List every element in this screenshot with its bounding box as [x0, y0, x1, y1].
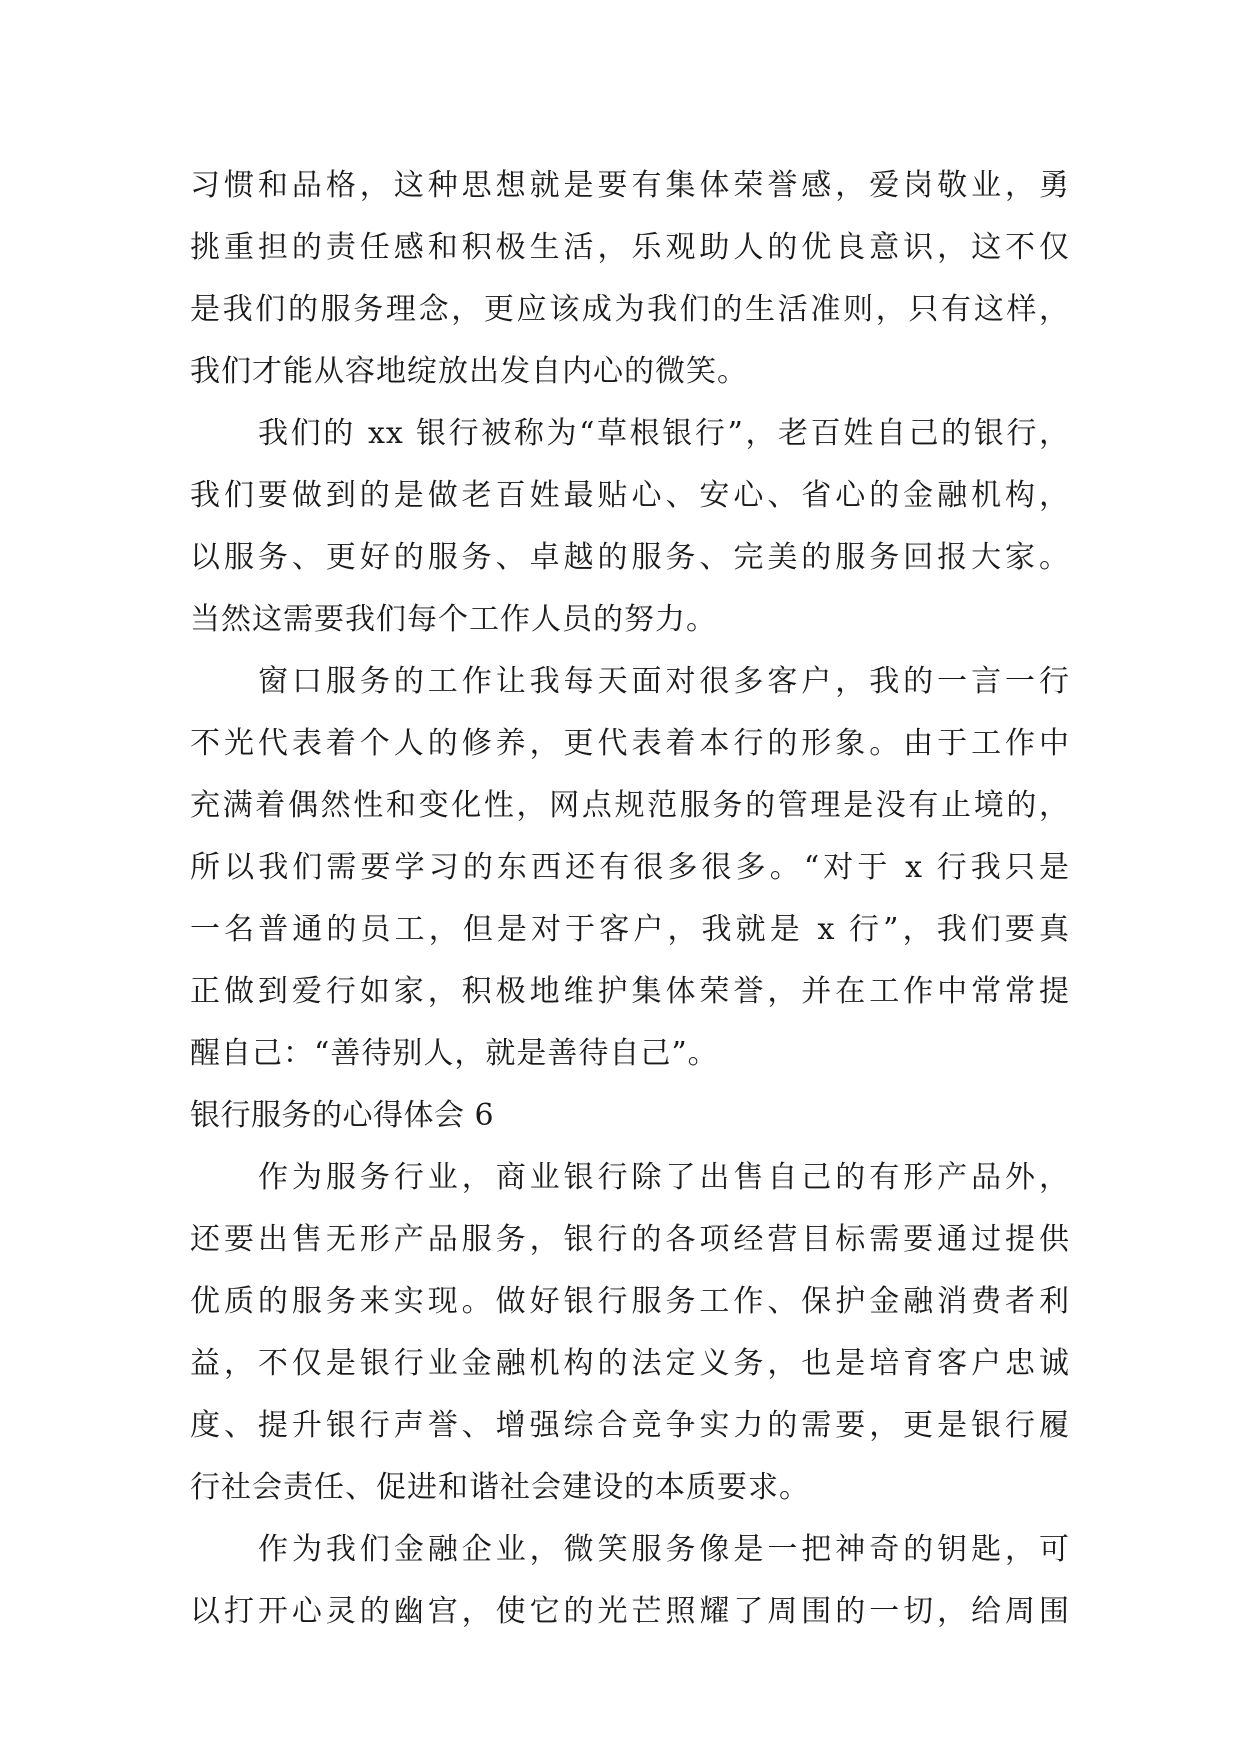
- text-line: 我们要做到的是做老百姓最贴心、安心、省心的金融机构，: [190, 478, 1070, 513]
- paragraph: [190, 651, 1070, 1085]
- text-line: 我们才能从容地绽放出发自内心的微笑。: [190, 354, 748, 389]
- text-line: 行社会责任、促进和谐社会建设的本质要求。: [190, 1470, 810, 1505]
- text-line: 益，不仅是银行业金融机构的法定义务，也是培育客户忠诚: [190, 1346, 1070, 1381]
- paragraph: [190, 1519, 1070, 1643]
- paragraph: [190, 1147, 1070, 1519]
- text-line: 充满着偶然性和变化性，网点规范服务的管理是没有止境的，: [190, 788, 1070, 823]
- text-line: 醒自己：“善待别人，就是善待自己”。: [190, 1036, 719, 1071]
- text-line: 作为服务行业，商业银行除了出售自己的有形产品外，: [258, 1160, 1070, 1195]
- text-line: 所以我们需要学习的东西还有很多很多。“对于 x 行我只是: [190, 850, 1070, 885]
- document-body: [190, 155, 1070, 1643]
- text-line: 一名普通的员工，但是对于客户，我就是 x 行”，我们要真: [190, 912, 1070, 947]
- text-line: 不光代表着个人的修养，更代表着本行的形象。由于工作中: [190, 726, 1070, 761]
- text-line: 正做到爱行如家，积极地维护集体荣誉，并在工作中常常提: [190, 974, 1070, 1009]
- text-line: 优质的服务来实现。做好银行服务工作、保护金融消费者利: [190, 1284, 1070, 1319]
- text-line: 作为我们金融企业，微笑服务像是一把神奇的钥匙，可: [258, 1532, 1070, 1567]
- section-heading: 银行服务的心得体会 6: [190, 1098, 495, 1133]
- text-line: 还要出售无形产品服务，银行的各项经营目标需要通过提供: [190, 1222, 1070, 1257]
- text-line: 当然这需要我们每个工作人员的努力。: [190, 602, 717, 637]
- text-line: 以打开心灵的幽宫，使它的光芒照耀了周围的一切，给周围: [190, 1594, 1070, 1629]
- text-line: 习惯和品格，这种思想就是要有集体荣誉感，爱岗敬业，勇: [190, 168, 1070, 203]
- text-line: 是我们的服务理念，更应该成为我们的生活准则，只有这样，: [190, 292, 1070, 327]
- text-line: 窗口服务的工作让我每天面对很多客户，我的一言一行: [258, 664, 1070, 699]
- text-line: 度、提升银行声誉、增强综合竞争实力的需要，更是银行履: [190, 1408, 1070, 1443]
- paragraph: [190, 403, 1070, 651]
- text-line: 我们的 xx 银行被称为“草根银行”，老百姓自己的银行，: [258, 416, 1070, 451]
- text-line: 挑重担的责任感和积极生活，乐观助人的优良意识，这不仅: [190, 230, 1070, 265]
- paragraph: [190, 155, 1070, 403]
- text-line: 以服务、更好的服务、卓越的服务、完美的服务回报大家。: [190, 540, 1070, 575]
